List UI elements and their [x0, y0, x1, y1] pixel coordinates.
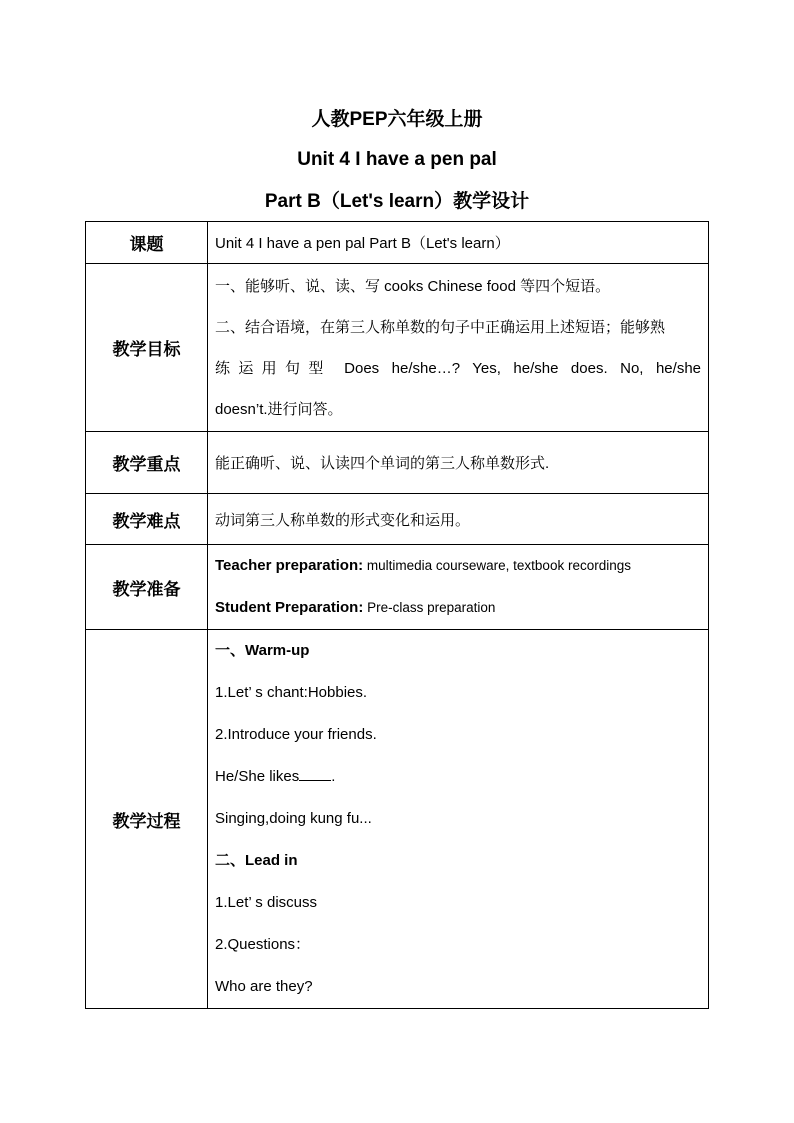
fill-blank-suffix: . [331, 768, 336, 785]
teacher-preparation-text: multimedia courseware, textbook recordings [363, 558, 631, 573]
topic-text: Unit 4 I have a pen pal Part B（Let's learn） [215, 235, 510, 252]
lesson-plan-table [85, 221, 709, 1009]
row-content-preparation [208, 545, 709, 630]
table-row-difficulties [86, 494, 709, 545]
process-item: 1.Let’ s discuss [215, 894, 317, 911]
row-content-difficulties [208, 494, 709, 545]
table-row-process [86, 630, 709, 1009]
doc-title-line3: Part B（Let's learn）教学设计 [264, 191, 530, 212]
process-item: 1.Let’ s chant:Hobbies. [215, 684, 368, 701]
table-row-topic [86, 222, 709, 264]
student-preparation-label: Student Preparation: [215, 599, 364, 616]
blank-underline [299, 767, 331, 781]
student-preparation-text: Pre-class preparation [363, 600, 496, 615]
difficulties-text: 动词第三人称单数的形式变化和运用。 [215, 511, 471, 529]
objective-line-2: 二、结合语境，在第三人称单数的句子中正确运用上述短语；能够熟 [215, 318, 666, 336]
row-label-process: 教学过程 [86, 630, 208, 1009]
fill-blank-prefix: He/She likes [215, 768, 300, 785]
objective-line-3: 练运用句型 Does he/she…? Yes, he/she does. No, he/she [215, 359, 701, 377]
process-item: 2.Introduce your friends. [215, 726, 377, 743]
key-points-text: 能正确听、说、认读四个单词的第三人称单数形式. [215, 455, 550, 472]
process-item: Who are they? [215, 978, 313, 995]
process-section-lead-in: 二、Lead in [215, 852, 298, 869]
table-row-objectives [86, 264, 709, 432]
objective-line-1: 一、能够听、说、读、写 cooks Chinese food 等四个短语。 [215, 277, 611, 295]
row-label-key-points: 教学重点 [86, 432, 208, 494]
process-item-fill-blank [215, 756, 701, 798]
table-row-key-points [86, 432, 709, 494]
process-item: 2.Questions： [215, 936, 311, 953]
teacher-preparation-label: Teacher preparation: [215, 557, 364, 574]
row-content-topic [208, 222, 709, 264]
row-content-process [208, 630, 709, 1009]
table-row-preparation [86, 545, 709, 630]
row-label-difficulties: 教学难点 [86, 494, 208, 545]
row-content-objectives [208, 264, 709, 432]
process-section-warmup: 一、Warm-up [215, 642, 310, 659]
row-label-objectives: 教学目标 [86, 264, 208, 432]
student-preparation [215, 587, 701, 629]
process-item: Singing,doing kung fu... [215, 810, 372, 827]
row-content-key-points [208, 432, 709, 494]
doc-title-line1: 人教PEP六年级上册 [311, 109, 483, 130]
row-label-topic: 课题 [86, 222, 208, 264]
objective-line-4: doesn’t.进行问答。 [215, 400, 343, 418]
doc-title-line2: Unit 4 I have a pen pal [297, 149, 497, 170]
teacher-preparation [215, 545, 701, 587]
row-label-preparation: 教学准备 [86, 545, 208, 630]
